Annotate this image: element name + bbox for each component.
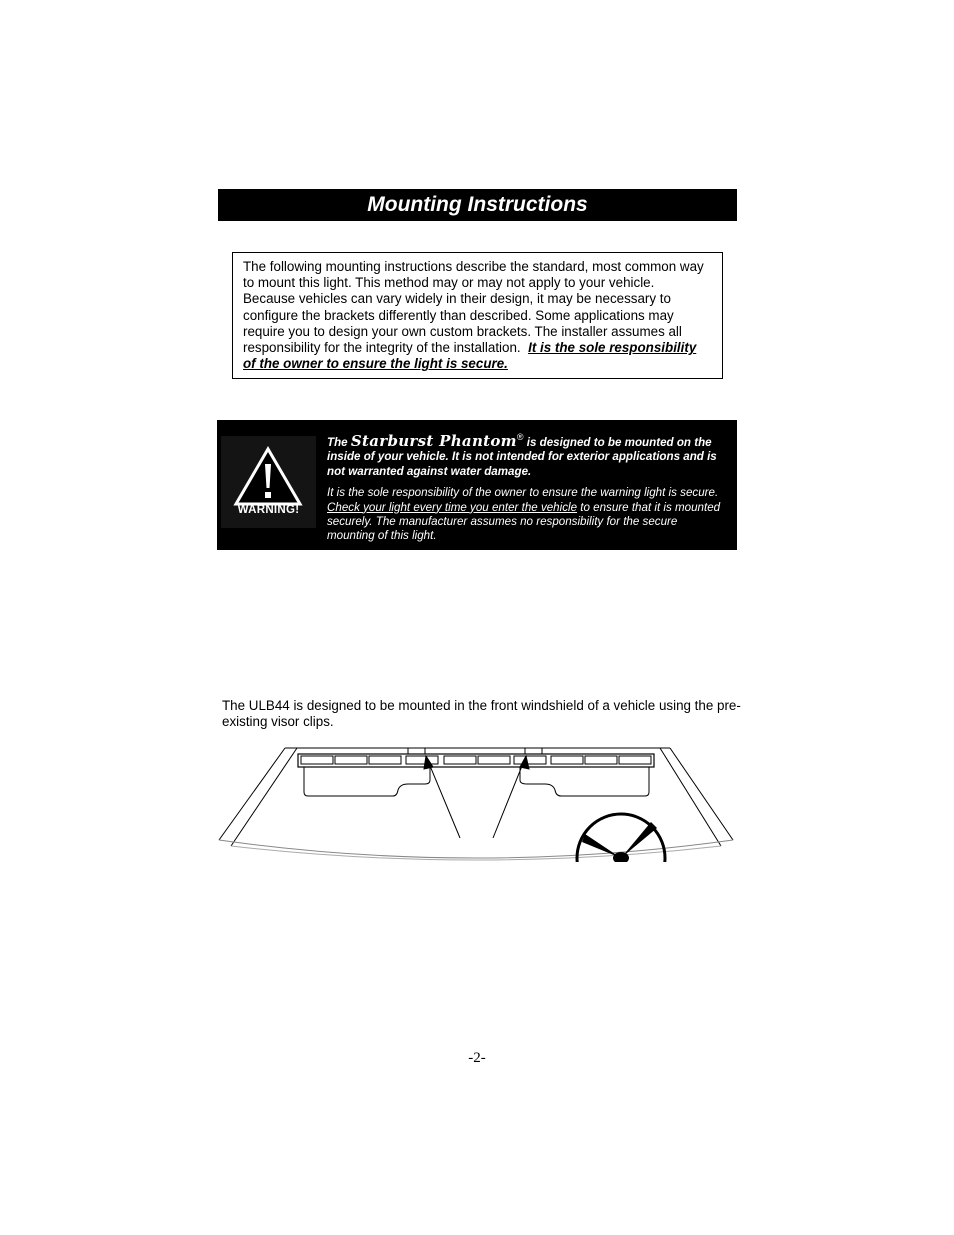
intro-text: The following mounting instructions describe the standard, most common way to mount this light. This method may or may not apply to your vehicle. Because vehicles can vary widely in their design, it may be necessary to configure the brackets differently than described. Some applications may require you to design your own custom brackets. The installer assumes all responsibility for the integrity of the installation. <box>243 259 704 356</box>
intro-notice <box>232 252 723 379</box>
page-number: -2- <box>468 1050 486 1066</box>
windshield-illustration <box>215 742 737 866</box>
warning-primary <box>327 430 727 479</box>
warning-label: WARNING! <box>237 504 300 516</box>
intro-emphasis: It is the sole responsibility of the owner to ensure the light is secure. <box>243 340 697 372</box>
warning-box <box>217 420 737 550</box>
registered-mark: ® <box>516 432 524 442</box>
steering-wheel-icon <box>577 814 665 866</box>
warning-text <box>327 430 727 544</box>
windshield-diagram <box>215 742 737 871</box>
warning-secondary-a: It is the sole responsibility of the owner to ensure the warning light is secure. <box>327 486 719 500</box>
page-title: Mounting Instructions <box>218 189 737 221</box>
warning-secondary <box>327 486 727 544</box>
warning-prefix: The <box>327 436 348 449</box>
warning-secondary-underline: Check your light every time you enter the vehicle <box>327 500 578 514</box>
warning-icon-panel <box>221 436 316 528</box>
warning-secondary-b: to ensure that it is mounted securely. The manufacturer assumes no responsibility for the secure mounting of this light. <box>327 500 721 543</box>
body-text: The ULB44 is designed to be mounted in the front windshield of a vehicle using the pre-existing visor clips. <box>222 698 741 730</box>
warning-triangle-icon <box>233 446 303 508</box>
warning-primary-rest: is designed to be mounted on the inside of your vehicle. It is not intended for exterior applications and is not warranted against water damage. <box>327 436 717 478</box>
product-name: Starburst Phantom <box>350 432 517 450</box>
